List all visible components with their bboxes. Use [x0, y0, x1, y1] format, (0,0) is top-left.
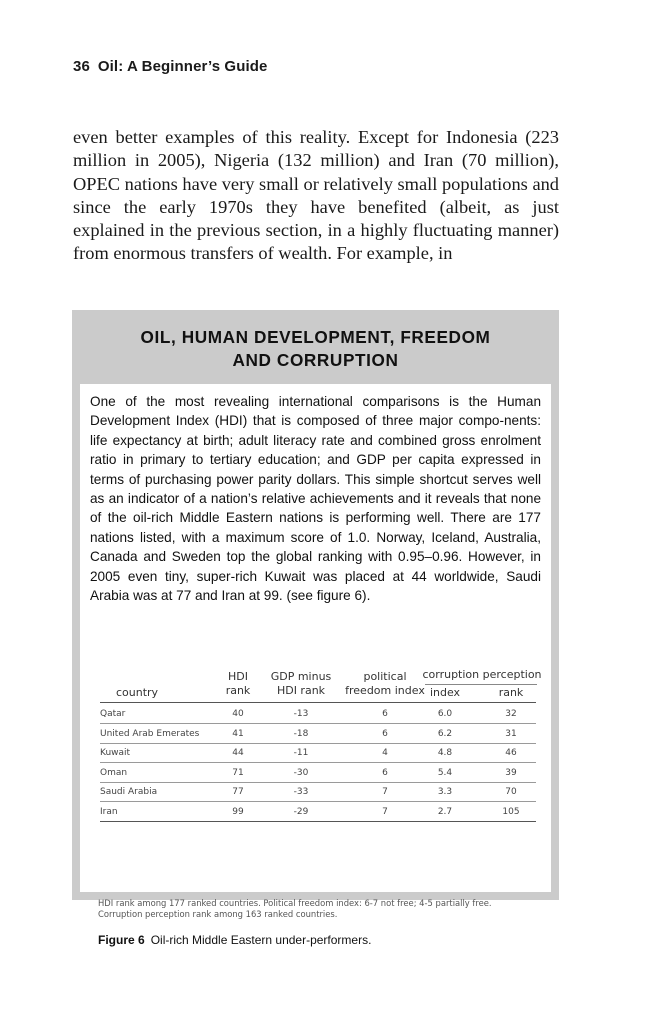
table-row-rule	[100, 762, 536, 763]
table-cell: 4	[382, 748, 388, 759]
table-cell: 77	[232, 787, 244, 798]
figure-caption-text: Oil-rich Middle Eastern under-performers.	[150, 933, 372, 947]
table-cell: 2.7	[437, 807, 453, 817]
table-cell: 6	[382, 709, 388, 719]
table-cell: 99	[232, 807, 244, 817]
table-row-rule	[100, 782, 536, 783]
table-cell-country: Qatar	[100, 709, 126, 719]
header-corruption-perception: corruption perception	[422, 668, 542, 681]
table-cell: 3.3	[437, 787, 453, 798]
sidebar-box	[72, 310, 559, 947]
running-head	[73, 58, 267, 75]
table-cell: 31	[505, 728, 517, 739]
table-cell-country: Oman	[100, 767, 128, 778]
header-pol-line-2: freedom index	[345, 684, 425, 697]
figure-note-line-1: HDI rank among 177 ranked countries. Political freedom index: 6-7 not free; 4-5 partially free.	[98, 898, 492, 908]
table-cell: 44	[232, 748, 244, 759]
header-cpi-index: index	[429, 686, 461, 699]
header-country: country	[116, 686, 159, 699]
figure-note	[98, 898, 548, 920]
table-cell: 6.2	[437, 728, 453, 739]
table-cell: 71	[232, 767, 244, 778]
figure-6-table	[80, 654, 551, 864]
header-pol-line-1: political	[363, 670, 407, 683]
box-content	[80, 384, 551, 947]
box-title	[72, 326, 559, 372]
table-cell: 105	[502, 807, 520, 817]
table-cell: 6	[382, 728, 388, 739]
table-cell-country: Saudi Arabia	[100, 787, 158, 798]
table-row-rule	[100, 743, 536, 744]
header-gdp-line-1: GDP minus	[270, 670, 332, 683]
table-cell-country: Iran	[100, 807, 118, 817]
table-cell: 7	[382, 787, 388, 798]
table-cell: 6.0	[437, 709, 453, 719]
box-title-line-1: OIL, HUMAN DEVELOPMENT, FREEDOM	[140, 327, 491, 347]
table-header-rule	[100, 702, 536, 703]
table-cell: 4.8	[437, 748, 453, 759]
table-row-rule	[100, 801, 536, 802]
table-cell: -13	[293, 709, 309, 719]
table-cell-country: United Arab Emerates	[100, 728, 200, 739]
page-number: 36	[73, 58, 90, 75]
box-title-line-2: AND CORRUPTION	[232, 350, 399, 370]
table-cell: 39	[505, 767, 517, 778]
table-cell: -30	[293, 767, 309, 778]
table-cell: 70	[505, 787, 517, 798]
book-title: Oil: A Beginner’s Guide	[97, 58, 268, 75]
table-cell-country: Kuwait	[100, 748, 131, 759]
figure-note-line-2: Corruption perception rank among 163 ranked countries.	[98, 909, 338, 919]
figure-caption	[98, 933, 371, 947]
header-hdi-rank	[218, 670, 258, 698]
table-cell: -18	[293, 728, 309, 739]
corruption-header-rule	[425, 684, 537, 685]
box-paragraph: One of the most revealing international comparisons is the Human Development Index (HDI) that is composed of three major compo-nents: life expectancy at birth; adult literacy rate and combined gross enrolment ratio in primary to tertiary education; and GDP per capita expressed in terms of purchasing power parity dollars. This simple shortcut serves well as an indicator of a nation’s relative achievements and it reveals that none of the oil-rich Middle Eastern nations is performing well. There are 177 nations listed, with a maximum score of 1.0. Norway, Iceland, Australia, Canada and Sweden top the global ranking with 0.95–0.96. However, in 2005 even tiny, super-rich Kuwait was placed at 44 worldwide, Saudi Arabia was at 77 and Iran at 99. (see figure 6).	[90, 394, 541, 604]
header-cpi-rank: rank	[498, 686, 524, 699]
table-cell: -29	[293, 807, 309, 817]
table-cell: 7	[382, 807, 388, 817]
table-cell: 46	[505, 748, 517, 759]
table-cell: 5.4	[437, 767, 453, 778]
table-row-rule	[100, 723, 536, 724]
table-cell: 40	[232, 709, 244, 719]
table-cell: -11	[293, 748, 309, 759]
header-gdp-line-2: HDI rank	[276, 684, 326, 697]
table-cell: 41	[232, 728, 244, 739]
table-cell: -33	[293, 787, 309, 798]
table-row-rule	[100, 821, 536, 822]
header-hdi-line-1: HDI	[228, 670, 248, 683]
figure-caption-label: Figure 6	[98, 933, 145, 947]
table-cell: 32	[505, 709, 517, 719]
header-hdi-line-2: rank	[225, 684, 251, 697]
table-cell: 6	[382, 767, 388, 778]
header-gdp-minus-hdi	[261, 670, 341, 698]
body-paragraph: even better examples of this reality. Except for Indonesia (223 million in 2005), Nigeria (132 million) and Iran (70 million), OPEC nations have very small or relatively small populations and since the early 1970s they have benefited (albeit, as just explained in the previous section, in a highly fluctuating manner) from enormous transfers of wealth. For example, in	[73, 127, 559, 264]
